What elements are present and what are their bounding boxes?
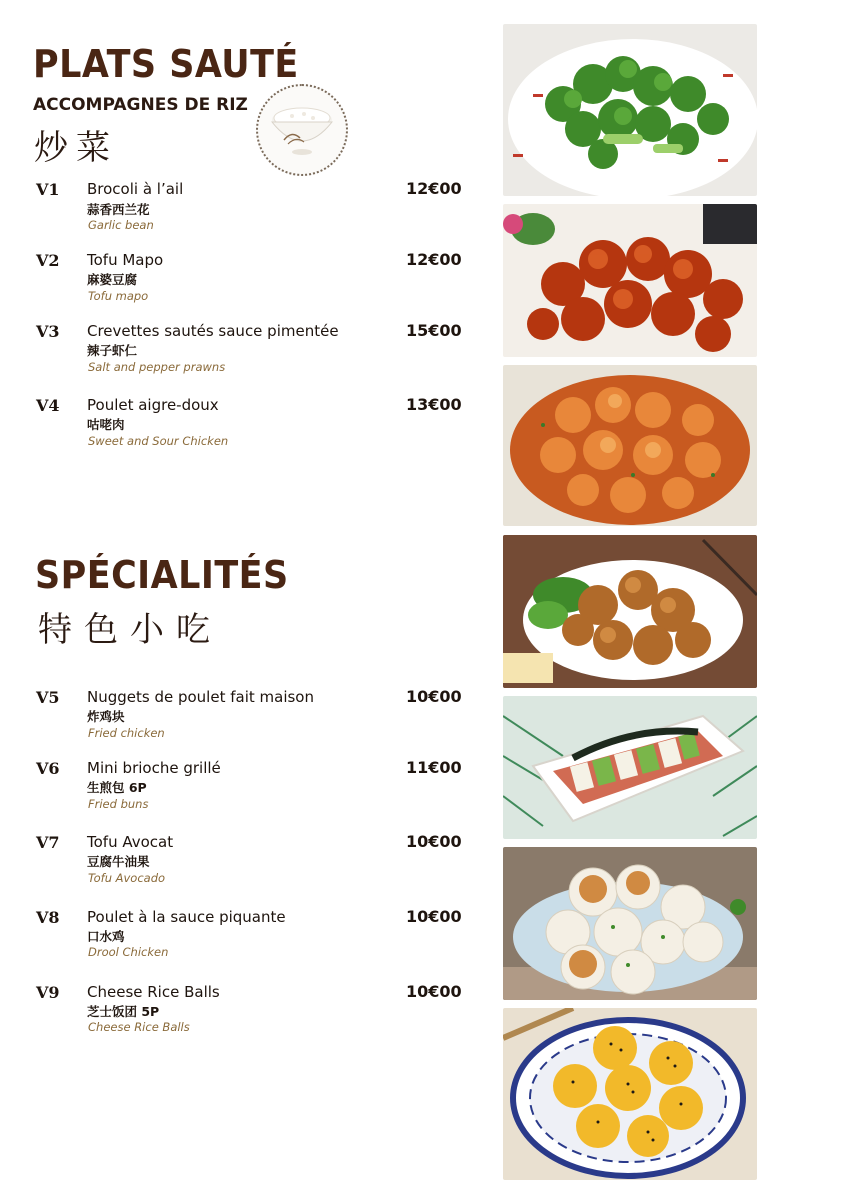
item-english-name: Tofu Avocado [88,871,166,885]
photo-prawns [503,365,757,526]
item-english-name: Fried buns [88,797,149,811]
item-english-name: Drool Chicken [88,945,169,959]
photo-fried-chicken [503,535,757,688]
item-price: 12€00 [406,250,462,269]
item-english-name: Fried chicken [88,726,165,740]
item-chinese-name: 生煎包 6P [87,780,147,795]
item-code: V8 [36,908,60,927]
item-price: 10€00 [406,687,462,706]
item-name: Poulet à la sauce piquante [87,908,286,926]
item-name: Poulet aigre-doux [87,396,219,414]
rice-bowl-illustration [256,84,348,176]
item-chinese-name: 豆腐牛油果 [87,854,150,869]
section-title-chinese: 炒菜 [34,128,118,168]
item-price: 10€00 [406,907,462,926]
item-code: V1 [36,180,60,199]
item-code: V4 [36,396,60,415]
item-name: Nuggets de poulet fait maison [87,688,314,706]
item-code: V3 [36,322,60,341]
item-chinese-name: 蒜香西兰花 [87,202,150,217]
item-english-name: Tofu mapo [88,289,149,303]
item-code: V9 [36,983,60,1002]
item-chinese-name: 辣子虾仁 [87,343,138,358]
photo-sweet-sour-chicken [503,204,757,357]
item-price: 13€00 [406,395,462,414]
item-code: V5 [36,688,60,707]
item-chinese-name: 咕咾肉 [87,417,125,432]
item-name: Crevettes sautés sauce pimentée [87,322,339,340]
item-chinese-name: 炸鸡块 [87,709,125,724]
item-price: 12€00 [406,179,462,198]
item-price: 11€00 [406,758,462,777]
item-price: 15€00 [406,321,462,340]
item-code: V2 [36,251,60,270]
item-code: V7 [36,833,60,852]
item-english-name: Cheese Rice Balls [88,1020,190,1034]
photo-broccoli [503,24,757,196]
section-title-plats-saute: PLATS SAUTÉ [33,42,299,86]
item-name: Mini brioche grillé [87,759,221,777]
item-price: 10€00 [406,832,462,851]
item-name: Tofu Mapo [87,251,164,269]
item-name: Cheese Rice Balls [87,983,220,1001]
item-chinese-name: 麻婆豆腐 [87,272,138,287]
photo-cheese-rice-balls [503,1008,757,1180]
item-price: 10€00 [406,982,462,1001]
photo-fried-buns [503,847,757,1000]
section-subtitle: ACCOMPAGNES DE RIZ [33,95,248,115]
item-name: Tofu Avocat [87,833,174,851]
item-chinese-name: 芝士饭团 5P [87,1004,160,1019]
item-english-name: Sweet and Sour Chicken [88,434,229,448]
item-code: V6 [36,759,60,778]
photo-tofu-avocado [503,696,757,839]
item-english-name: Salt and pepper prawns [88,360,226,374]
item-name: Brocoli à l’ail [87,180,184,198]
section-title-chinese: 特色小吃 [38,610,222,650]
item-chinese-name: 口水鸡 [87,929,125,944]
section-title-specialites: SPÉCIALITÉS [35,553,289,597]
item-english-name: Garlic bean [88,218,154,232]
